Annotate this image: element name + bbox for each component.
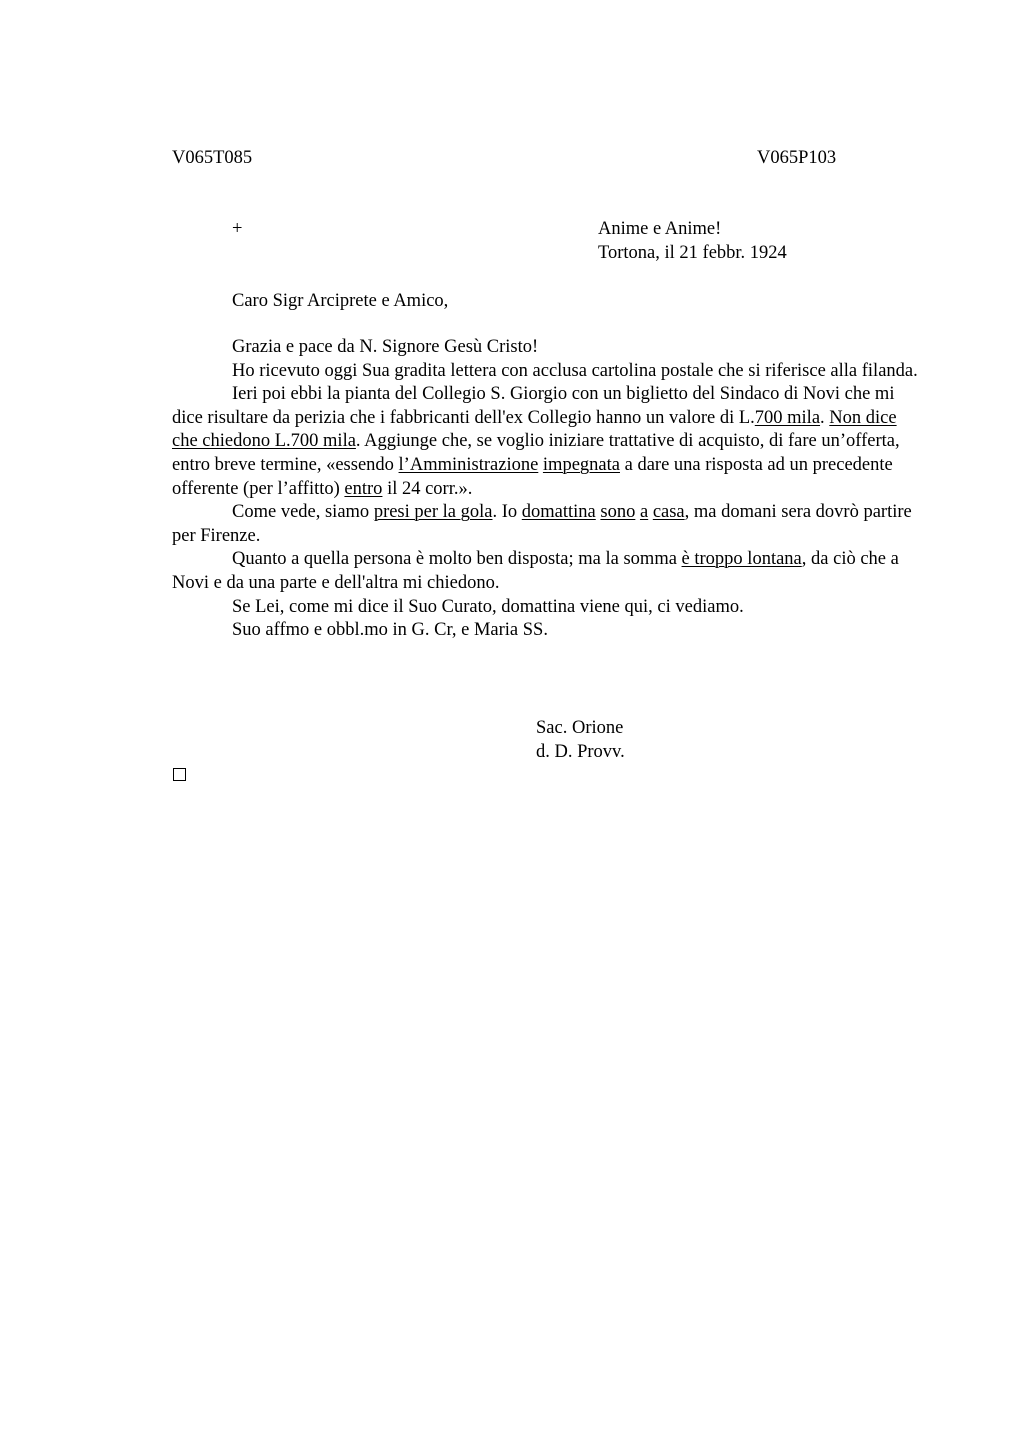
salutation: Caro Sigr Arciprete e Amico, bbox=[232, 291, 449, 311]
text-run: . bbox=[820, 407, 830, 428]
text-run: il 24 corr.». bbox=[382, 478, 473, 499]
text-run: . Io bbox=[492, 502, 522, 523]
underlined-text: casa bbox=[652, 502, 685, 523]
underlined-text: domattina bbox=[521, 502, 596, 523]
underlined-text: sono bbox=[600, 502, 636, 523]
underlined-text: Non dice che chiedono L.700 mila bbox=[172, 407, 897, 452]
underlined-text: presi per la gola bbox=[373, 502, 493, 523]
paragraph-person bbox=[172, 548, 920, 595]
paragraph-visit: Se Lei, come mi dice il Suo Curato, domattina viene qui, ci vediamo. bbox=[232, 596, 744, 617]
motto: Anime e Anime! bbox=[598, 219, 722, 239]
underlined-text: è troppo lontana bbox=[681, 549, 802, 570]
document-code-left: V065T085 bbox=[172, 148, 253, 168]
signature-name: Sac. Orione bbox=[536, 718, 624, 738]
letter-body bbox=[172, 336, 920, 643]
underlined-text: a bbox=[639, 502, 649, 523]
place-date: Tortona, il 21 febbr. 1924 bbox=[598, 243, 787, 263]
paragraph-collegio bbox=[172, 383, 920, 501]
text-run: Come vede, siamo bbox=[232, 502, 374, 523]
paragraph-closing: Suo affmo e obbl.mo in G. Cr, e Maria SS. bbox=[232, 620, 548, 641]
signature-role: d. D. Provv. bbox=[536, 742, 625, 762]
underlined-text: impegnata bbox=[542, 454, 620, 475]
text-run: , da ciò che a Novi e da una parte e dell'altra mi chiedono. bbox=[172, 549, 899, 593]
text-run: Quanto a quella persona è molto ben disposta; ma la somma bbox=[232, 549, 682, 570]
paragraph-received: Ho ricevuto oggi Sua gradita lettera con acclusa cartolina postale che si riferisce alla filanda. bbox=[232, 360, 918, 381]
underlined-text: l’Amministrazione bbox=[398, 454, 539, 475]
underlined-text: 700 mila bbox=[754, 407, 821, 428]
paragraph-urgency bbox=[172, 501, 920, 548]
paragraph-greeting: Grazia e pace da N. Signore Gesù Cristo! bbox=[232, 337, 539, 357]
cross-symbol: + bbox=[232, 219, 243, 239]
text-run: Ieri poi ebbi la pianta del Collegio S. Giorgio con un biglietto del Sindaco di Novi che mi dice risultare da perizia che i fabbricanti dell'ex Collegio hanno un valore di L. bbox=[172, 384, 895, 428]
underlined-text: entro bbox=[344, 478, 383, 499]
document-code-right: V065P103 bbox=[757, 148, 837, 168]
text-run: . Aggiunge che, se voglio iniziare trattative di acquisto, di fare un’offerta, entro breve termine, «essendo bbox=[172, 431, 900, 475]
text-run: a dare una risposta ad un precedente offerente (per l’affitto) bbox=[172, 454, 893, 499]
end-box-icon bbox=[173, 768, 186, 781]
text-run: , ma domani sera dovrò partire per Firenze. bbox=[172, 502, 912, 546]
